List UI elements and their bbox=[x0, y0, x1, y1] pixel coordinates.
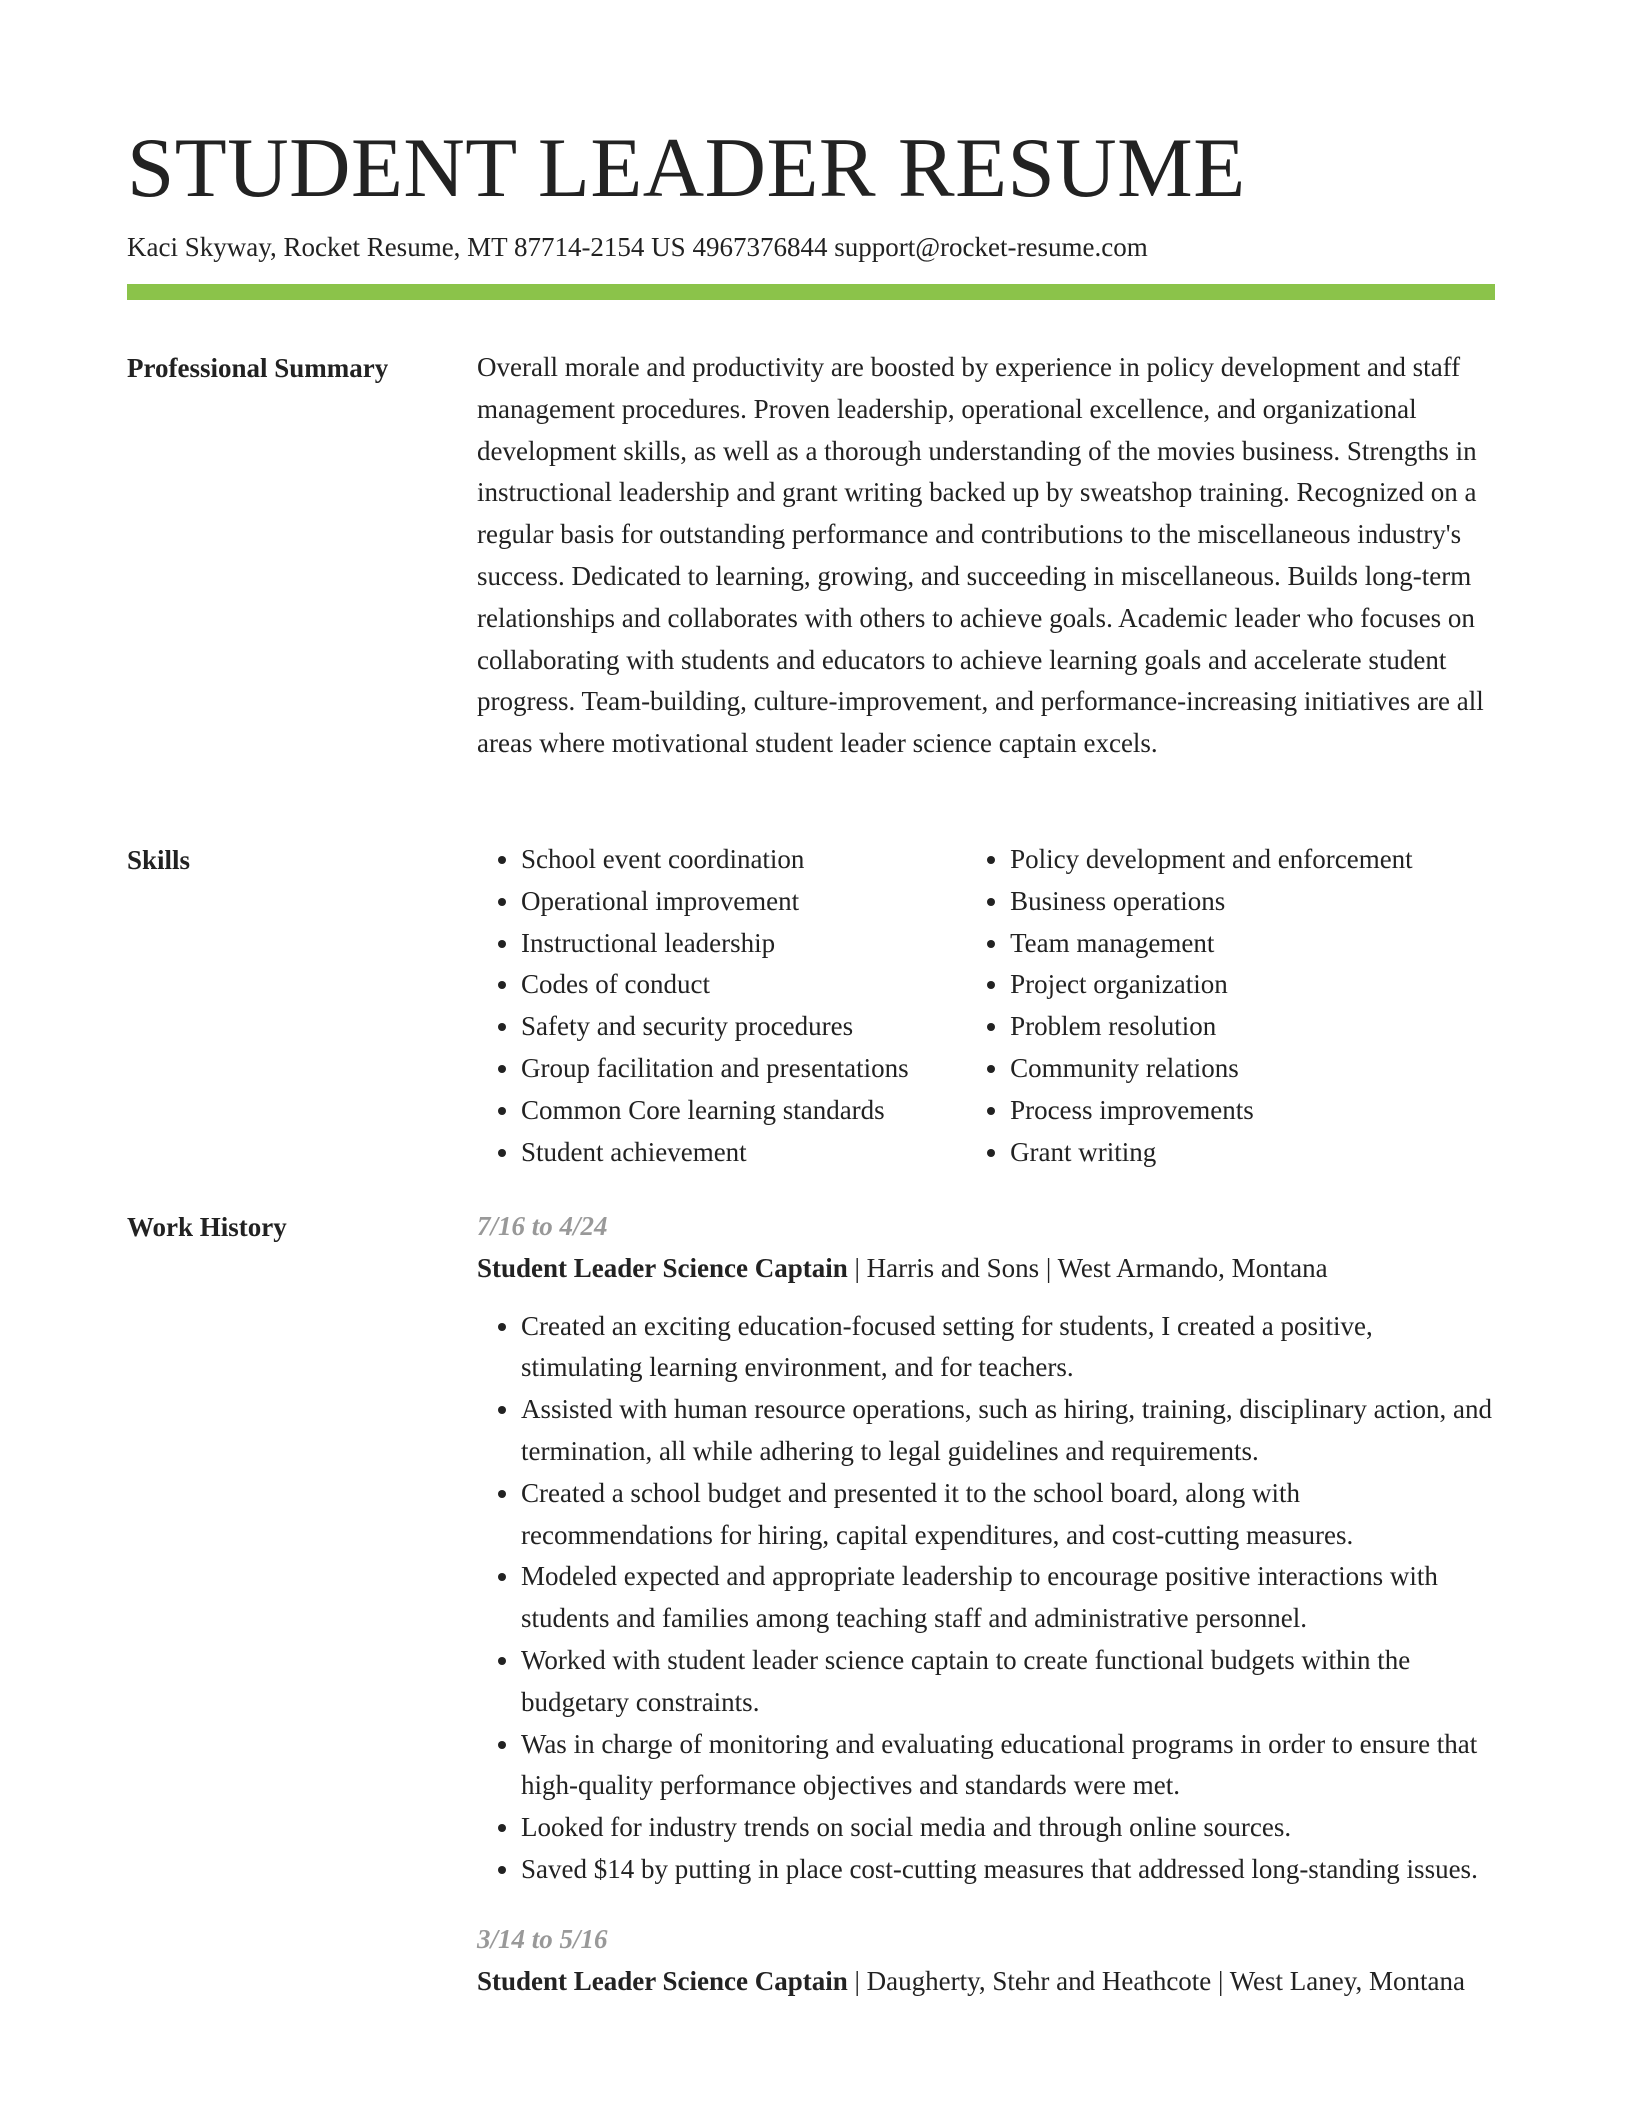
skill-item: • Common Core learning standards bbox=[521, 1090, 966, 1132]
summary-text: Overall morale and productivity are boosted by experience in policy development and staff management procedures. Proven leadership, operational excellence, and organizational development skills, as well as a thorough understanding of the movies business. Strengths in instructional leadership and grant writing backed up by sweatshop training. Recognized on a regular basis for outstanding performance and contributions to the miscellaneous industry's success. Dedicated to learning, growing, and succeeding in miscellaneous. Builds long-term relationships and collaborates with others to achieve goals. Academic leader who focuses on collaborating with students and educators to achieve learning goals and accelerate student progress. Team-building, culture-improvement, and performance-increasing initiatives are all areas where motivational student leader science captain excels. bbox=[477, 352, 1484, 759]
skill-item: • School event coordination bbox=[521, 839, 966, 881]
skills-list bbox=[477, 839, 1497, 1173]
skill-item: • Process improvements bbox=[1010, 1090, 1497, 1132]
job-header bbox=[477, 1961, 1497, 2003]
job-duty-item: • Modeled expected and appropriate leadership to encourage positive interactions with students and families among teaching staff and administrative personnel. bbox=[521, 1556, 1497, 1640]
skill-item: • Policy development and enforcement bbox=[1010, 839, 1497, 881]
skill-item: • Instructional leadership bbox=[521, 923, 966, 965]
summary-heading: Professional Summary bbox=[127, 353, 389, 383]
job-employer-location: | Daugherty, Stehr and Heathcote | West Laney, Montana bbox=[847, 1965, 1465, 1996]
skills-column-right bbox=[966, 839, 1497, 1173]
contact-info: Kaci Skyway, Rocket Resume, MT 87714-2154 US 4967376844 support@rocket-resume.com bbox=[127, 232, 1148, 262]
job-duties bbox=[477, 1306, 1497, 1891]
skills-heading: Skills bbox=[127, 845, 191, 875]
job-dates: 3/14 to 5/16 bbox=[477, 1923, 608, 1954]
job-entry bbox=[477, 1206, 1497, 1891]
job-duty-item: • Created a school budget and presented it to the school board, along with recommendations for hiring, capital expenditures, and cost-cutting measures. bbox=[521, 1473, 1497, 1557]
skill-item: • Business operations bbox=[1010, 881, 1497, 923]
resume-title: STUDENT LEADER RESUME bbox=[127, 121, 1246, 215]
accent-divider bbox=[127, 284, 1495, 300]
skill-item: • Student achievement bbox=[521, 1132, 966, 1174]
skill-item: • Group facilitation and presentations bbox=[521, 1048, 966, 1090]
job-entry bbox=[477, 1919, 1497, 2003]
skill-item: • Grant writing bbox=[1010, 1132, 1497, 1174]
skill-item: • Problem resolution bbox=[1010, 1006, 1497, 1048]
job-duty-item: • Saved $14 by putting in place cost-cutting measures that addressed long-standing issues. bbox=[521, 1849, 1497, 1891]
job-duty-item: • Worked with student leader science captain to create functional budgets within the budgetary constraints. bbox=[521, 1640, 1497, 1724]
job-title: Student Leader Science Captain bbox=[477, 1252, 848, 1283]
skill-item: • Safety and security procedures bbox=[521, 1006, 966, 1048]
job-duty-item: • Created an exciting education-focused setting for students, I created a positive, stimulating learning environment, and for teachers. bbox=[521, 1306, 1497, 1390]
skill-item: • Team management bbox=[1010, 923, 1497, 965]
skill-item: • Codes of conduct bbox=[521, 964, 966, 1006]
skill-item: • Operational improvement bbox=[521, 881, 966, 923]
job-employer-location: | Harris and Sons | West Armando, Montana bbox=[847, 1252, 1328, 1283]
job-header bbox=[477, 1248, 1497, 1290]
job-duty-item: • Looked for industry trends on social media and through online sources. bbox=[521, 1807, 1497, 1849]
job-dates: 7/16 to 4/24 bbox=[477, 1211, 608, 1241]
skill-item: • Project organization bbox=[1010, 964, 1497, 1006]
job-duty-item: • Assisted with human resource operations, such as hiring, training, disciplinary action, and termination, all while adhering to legal guidelines and requirements. bbox=[521, 1389, 1497, 1473]
job-duty-item: • Was in charge of monitoring and evaluating educational programs in order to ensure that high-quality performance objectives and standards were met. bbox=[521, 1724, 1497, 1808]
skills-column-left bbox=[477, 839, 966, 1173]
work-history-heading: Work History bbox=[127, 1212, 287, 1242]
skill-item: • Community relations bbox=[1010, 1048, 1497, 1090]
job-title: Student Leader Science Captain bbox=[477, 1965, 848, 1996]
